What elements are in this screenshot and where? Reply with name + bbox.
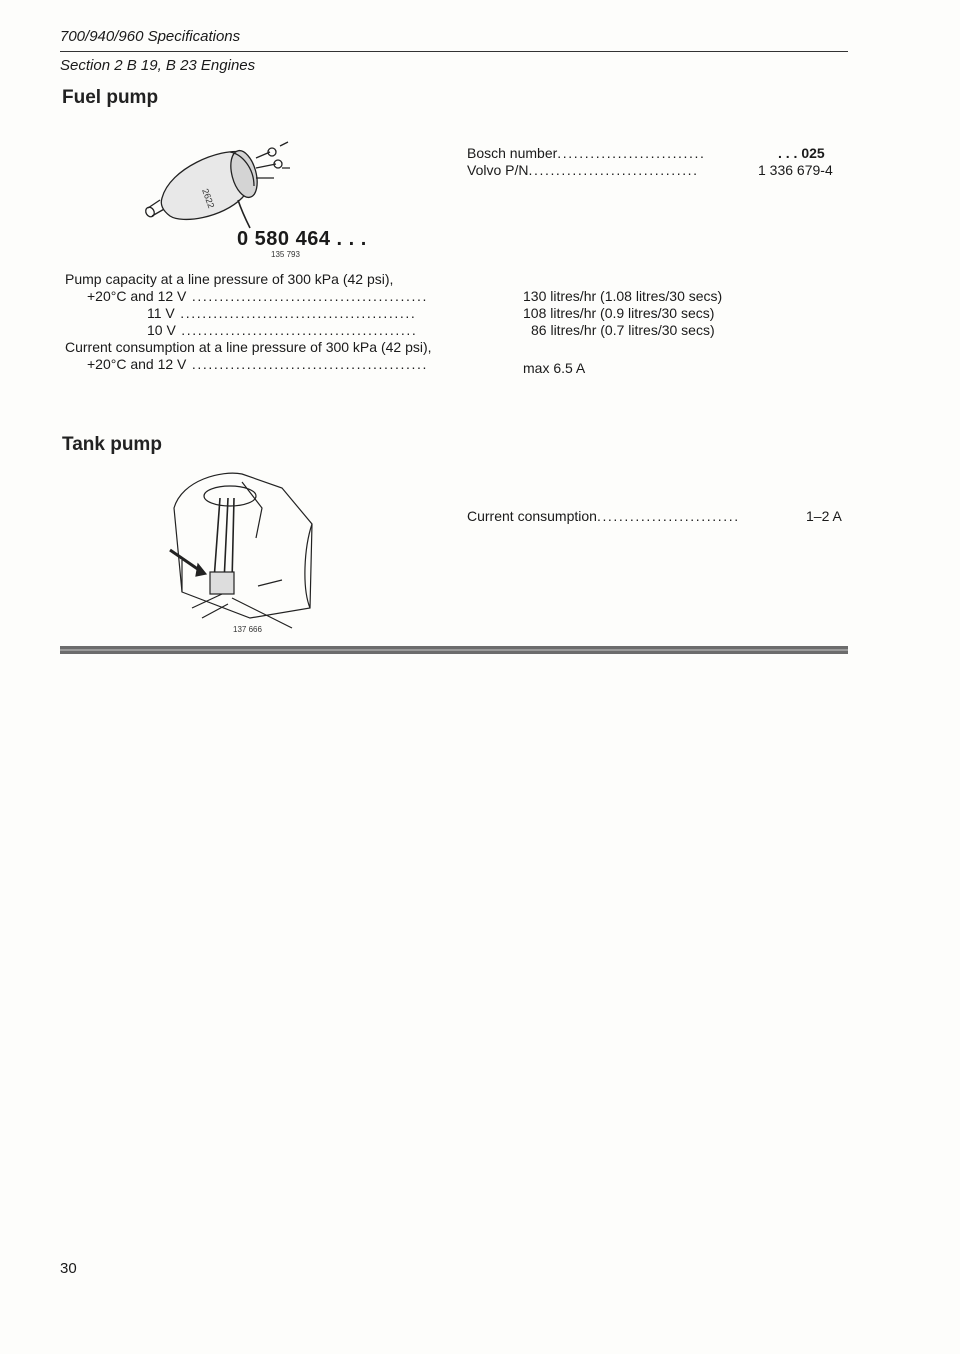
capacity-row-11v: 11 V ........................................... xyxy=(147,305,417,321)
header-rule xyxy=(60,51,848,52)
current-value: max 6.5 A xyxy=(523,360,586,376)
bosch-label: Bosch number xyxy=(467,145,558,161)
volvo-value: 1 336 679-4 xyxy=(758,162,833,178)
section-divider xyxy=(60,646,848,654)
document-title: 700/940/960 Specifications xyxy=(60,28,241,45)
current-row: +20°C and 12 V ........................................... xyxy=(87,356,428,372)
fuel-pump-image-id: 135 793 xyxy=(271,250,300,259)
row-label: +20°C and 12 V xyxy=(87,356,187,372)
svg-text:2622: 2622 xyxy=(200,187,217,210)
volvo-label: Volvo P/N xyxy=(467,162,529,178)
page-number: 30 xyxy=(60,1260,77,1277)
capacity-row-12v: +20°C and 12 V ........................................... xyxy=(87,288,428,304)
volvo-pn-row: Volvo P/N............................... xyxy=(467,162,699,178)
fuel-pump-illustration xyxy=(130,138,310,233)
bosch-value: . . . 025 xyxy=(778,145,825,161)
capacity-heading: Pump capacity at a line pressure of 300 kPa (42 psi), xyxy=(65,271,394,287)
section-subtitle: Section 2 B 19, B 23 Engines xyxy=(60,57,256,74)
tank-current-row: Current consumption.......................... xyxy=(467,508,740,524)
capacity-value-11v: 108 litres/hr (0.9 litres/30 secs) xyxy=(523,305,715,321)
tank-current-label: Current consumption xyxy=(467,508,597,524)
current-heading: Current consumption at a line pressure of 300 kPa (42 psi), xyxy=(65,339,432,355)
tank-pump-illustration xyxy=(162,468,328,628)
row-label: 11 V xyxy=(147,305,175,321)
tank-current-value: 1–2 A xyxy=(806,508,842,524)
fuel-pump-heading: Fuel pump xyxy=(62,87,159,108)
capacity-value-12v: 130 litres/hr (1.08 litres/30 secs) xyxy=(523,288,723,304)
row-label: 10 V xyxy=(147,322,176,338)
part-number: 0 580 464 . . . xyxy=(237,228,367,250)
tank-pump-heading: Tank pump xyxy=(62,434,162,455)
bosch-number-row: Bosch number........................... xyxy=(467,145,706,161)
capacity-row-10v: 10 V ........................................... xyxy=(147,322,418,338)
tank-pump-image-id: 137 666 xyxy=(233,625,262,634)
row-label: +20°C and 12 V xyxy=(87,288,187,304)
capacity-value-10v: 86 litres/hr (0.7 litres/30 secs) xyxy=(531,322,715,338)
